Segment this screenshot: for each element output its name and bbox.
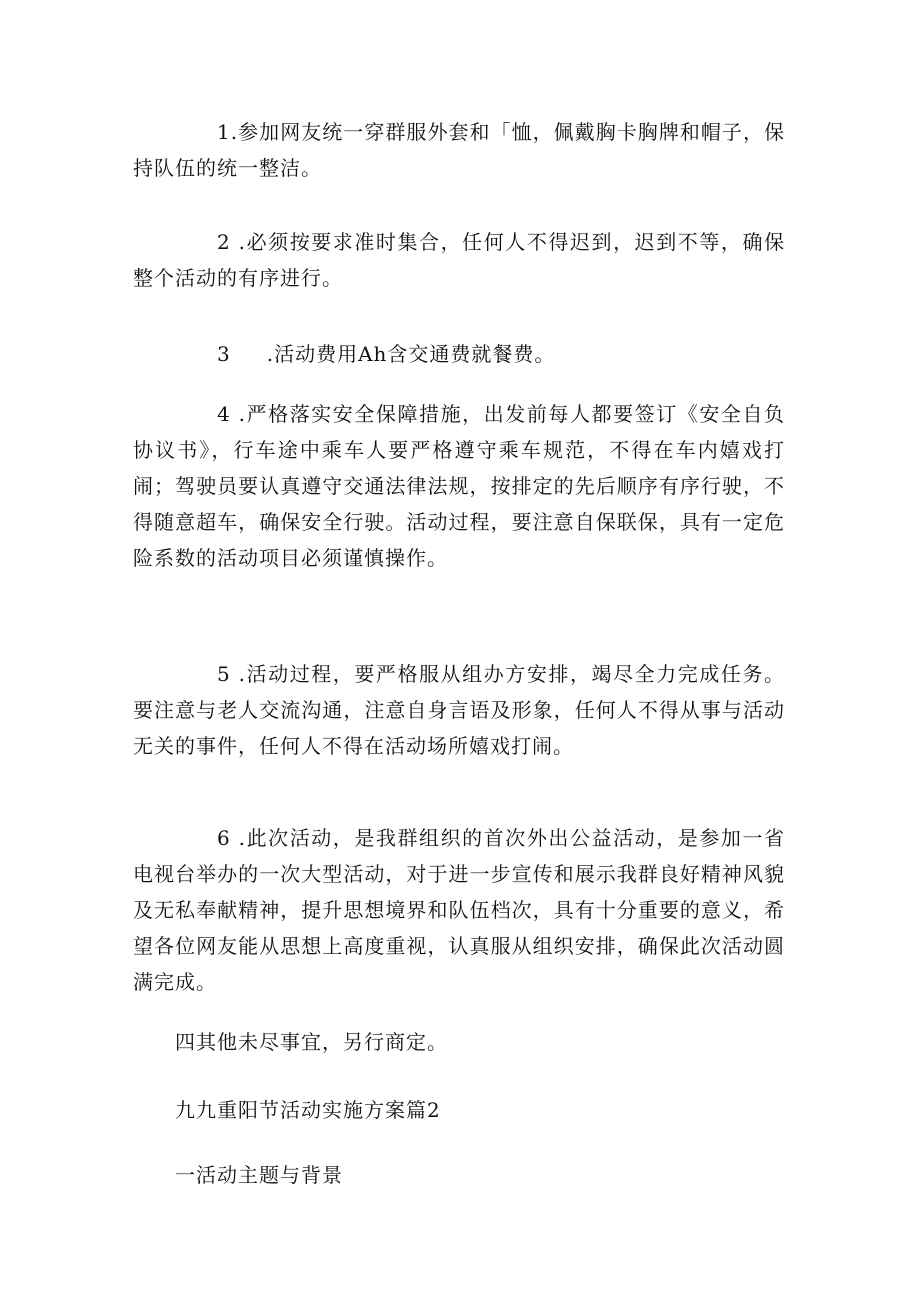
item-2 (133, 224, 785, 296)
item-number: 4 (217, 402, 231, 426)
section-one-heading: 一活动主题与背景 (175, 1163, 343, 1187)
item-text: .严格落实安全保障措施，出发前每人都要签订《安全自负协议书》，行车途中乘车人要严格遵守乘车规范，不得在车内嬉戏打闹；驾驶员要认真遵守交通法律法规，按排定的先后顺序有序行驶，不得随意超车，确保安全行驶。活动过程，要注意自保联保，具有一定危险系数的活动项目必须谨慎操作。 (133, 402, 786, 570)
item-number: 5 (217, 662, 231, 686)
item-number: 3 (217, 342, 231, 366)
item-text: .活动费用Ah含交通费就餐费。 (266, 342, 556, 366)
item-text: .必须按要求准时集合，任何人不得迟到，迟到不等，确保整个活动的有序进行。 (133, 230, 786, 290)
item-number: 6 (217, 826, 231, 850)
item-text: 参加网友统一穿群服外套和「恤，佩戴胸卡胸牌和帽子，保持队伍的统一整洁。 (133, 120, 785, 180)
item-3 (133, 336, 785, 372)
plan-title: 九九重阳节活动实施方案篇2 (175, 1098, 441, 1122)
item-number: 2 (217, 230, 231, 254)
item-number: 1. (217, 120, 239, 144)
item-text: .活动过程，要严格服从组办方安排，竭尽全力完成任务。要注意与老人交流沟通，注意自身言语及形象，任何人不得从事与活动无关的事件，任何人不得在活动场所嬉戏打闹。 (133, 662, 786, 758)
item-6 (133, 820, 785, 1000)
item-text: .此次活动，是我群组织的首次外出公益活动，是参加一省电视台举办的一次大型活动，对于进一步宣传和展示我群良好精神风貌及无私奉献精神，提升思想境界和队伍档次，具有十分重要的意义，希望各位网友能从思想上高度重视，认真服从组织安排，确保此次活动圆满完成。 (133, 826, 786, 994)
item-1 (133, 114, 785, 186)
item-5 (133, 656, 785, 764)
section-four-note: 四其他未尽事宜，另行商定。 (175, 1030, 448, 1054)
item-4 (133, 396, 785, 576)
